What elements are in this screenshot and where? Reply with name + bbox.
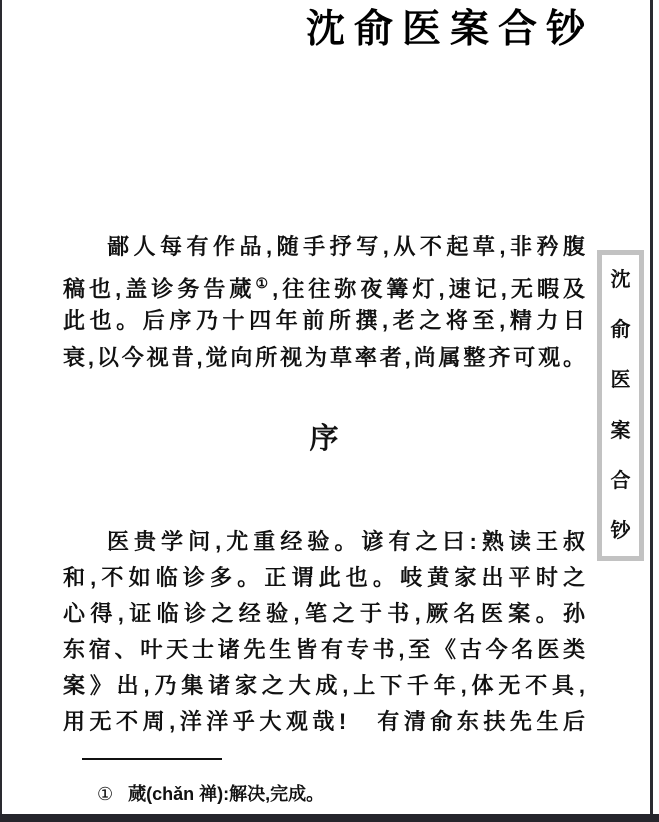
paragraph-preface-body: [63, 524, 585, 740]
margin-title-char: 医: [610, 369, 631, 392]
section-heading-preface: 序: [309, 423, 339, 455]
text-line: 和,不如临诊多。正谓此也。岐黄家出平时之: [63, 565, 585, 590]
footnote-ref-superscript: ①: [255, 275, 273, 291]
footnote-separator-line: [82, 758, 222, 760]
page-edge-left: [0, 0, 2, 822]
margin-title-char: 钞: [610, 519, 631, 542]
text-line: 鄙人每有作品,随手抒写,从不起草,非矜腹: [107, 234, 585, 259]
footnote-text: 蒇(chǎn 禅):解决,完成。: [128, 784, 325, 804]
footnote-marker: ①: [97, 784, 114, 804]
page-edge-right: [650, 0, 653, 822]
text-line: 用无不周,洋洋乎大观哉! 有清俞东扶先生后: [63, 709, 585, 734]
paragraph-preface-note: [63, 228, 585, 376]
margin-title-box: [597, 250, 644, 561]
text-line: 此也。后序乃十四年前所撰,老之将至,精力日: [63, 308, 585, 333]
page-bottom-bar: [0, 814, 659, 822]
text-segment: ,往往弥夜篝灯,速记,无暇及: [272, 276, 585, 302]
footnote: [97, 780, 577, 806]
text-line: 东宿、叶天士诸先生皆有专书,至《古今名医类: [63, 637, 585, 662]
text-line: 心得,证临诊之经验,笔之于书,厥名医案。孙: [63, 601, 585, 626]
text-line: [63, 265, 585, 302]
text-line: 案》出,乃集诸家之大成,上下千年,体无不具,: [63, 673, 585, 698]
margin-title-char: 案: [610, 419, 631, 442]
book-title: [63, 6, 594, 54]
margin-title-char: 沈: [610, 269, 631, 291]
book-title-text: 沈俞医案合钞: [305, 8, 594, 51]
text-line: 衰,以今视昔,觉向所视为草率者,尚属整齐可观。: [63, 345, 585, 370]
margin-title-char: 俞: [610, 319, 631, 342]
text-segment: 稿也,盖诊务告蒇: [63, 276, 256, 302]
margin-title-char: 合: [610, 469, 631, 492]
text-line: 医贵学问,尤重经验。谚有之曰:熟读王叔: [107, 529, 585, 554]
